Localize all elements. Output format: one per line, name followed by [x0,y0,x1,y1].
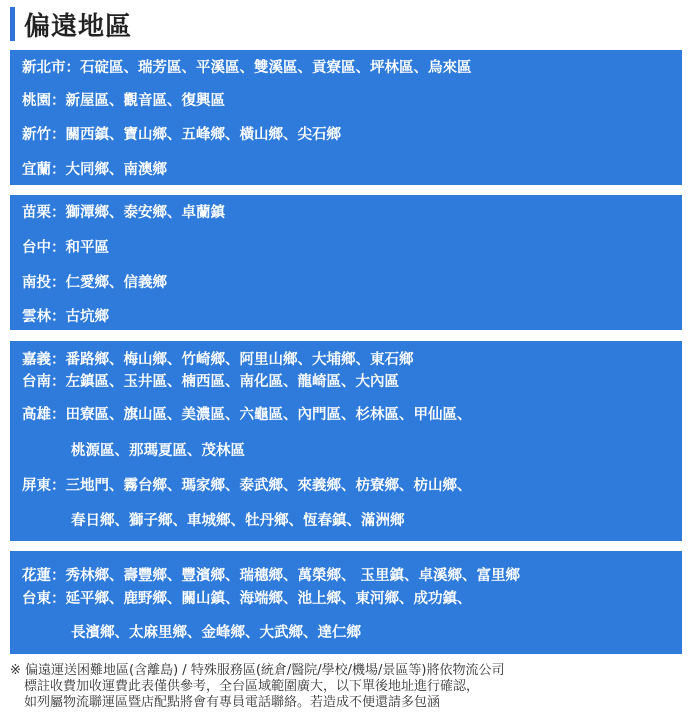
region-areas: 古坑鄉 [65,309,109,325]
region-separator: ： [51,478,66,494]
region-separator: ： [51,240,66,256]
region-separator: ： [51,568,66,584]
region-row-kaohsiung [22,405,472,425]
region-row-pingtung-cont [71,511,405,531]
region-separator: ： [51,309,66,325]
region-row-hsinchu [22,125,341,145]
region-areas: 三地門、霧台鄉、瑪家鄉、泰武鄉、來義鄉、枋寮鄉、枋山鄉、 [65,478,472,494]
region-areas: 石碇區、瑞芳區、平溪區、雙溪區、貢寮區、坪林區、烏來區 [80,60,472,76]
footnote [10,663,682,711]
region-areas: 春日鄉、獅子鄉、車城鄉、牡丹鄉、恆春鎮、滿洲鄉 [71,513,405,529]
region-areas: 長濱鄉、太麻里鄉、金峰鄉、大武鄉、達仁鄉 [71,625,361,641]
region-row-kaohsiung-cont [71,441,245,461]
region-label: 高雄 [22,407,51,423]
footnote-line: 如列屬物流聯運區暨店配點將會有專員電話聯絡。若造成不便還請多包涵 [24,695,441,710]
region-label: 桃園 [22,93,51,109]
region-row-xinbei [22,58,472,78]
region-label: 宜蘭 [22,162,51,178]
region-areas: 番路鄉、梅山鄉、竹崎鄉、阿里山鄉、大埔鄉、東石鄉 [65,352,414,368]
region-row-yilan [22,160,167,180]
region-row-tainan [22,372,399,392]
region-label: 台南 [22,374,51,390]
region-row-taitung-cont [71,623,361,643]
region-label: 南投 [22,275,51,291]
region-areas: 仁愛鄉、信義鄉 [65,275,167,291]
region-label: 花蓮 [22,568,51,584]
region-separator: ： [51,205,66,221]
region-label: 新竹 [22,127,51,143]
region-label: 台東 [22,591,51,607]
region-separator: ： [51,275,66,291]
region-areas: 新屋區、觀音區、復興區 [65,93,225,109]
region-areas: 延平鄉、鹿野鄉、關山鎮、海端鄉、池上鄉、東河鄉、成功鎮、 [65,591,472,607]
region-areas: 和平區 [65,240,109,256]
region-row-taitung [22,589,472,609]
region-block-central [10,195,682,330]
region-separator: ： [51,93,66,109]
region-separator: ： [51,162,66,178]
region-areas: 關西鎮、寶山鄉、五峰鄉、橫山鄉、尖石鄉 [65,127,341,143]
region-row-yunlin [22,307,109,327]
region-areas: 獅潭鄉、泰安鄉、卓蘭鎮 [65,205,225,221]
footnote-line: ※ 偏遠運送困難地區(含離島) / 特殊服務區(統倉/醫院/學校/機場/景區等)將依物流公司 [10,663,505,678]
region-areas: 田寮區、旗山區、美濃區、六龜區、內門區、杉林區、甲仙區、 [65,407,472,423]
region-areas: 秀林鄉、壽豐鄉、豐濱鄉、瑞穗鄉、萬榮鄉、 玉里鎮、卓溪鄉、富里鄉 [65,568,521,584]
region-block-north [10,50,682,185]
region-separator: ： [51,591,66,607]
region-separator: ： [51,407,66,423]
region-separator: ： [51,127,66,143]
region-row-hualien [22,566,520,586]
region-label: 嘉義 [22,352,51,368]
region-label: 屏東 [22,478,51,494]
footnote-line: 標註收費加收運費此表僅供參考，全台區域範圍廣大，以下單後地址進行確認， [24,679,480,694]
region-row-chiayi [22,350,414,370]
region-separator: ： [65,60,80,76]
region-label: 新北市 [22,60,66,76]
region-block-east [10,551,682,654]
page-title: 偏遠地區 [24,11,133,42]
region-label: 雲林 [22,309,51,325]
region-areas: 左鎮區、玉井區、楠西區、南化區、龍崎區、大內區 [65,374,399,390]
region-row-taoyuan [22,91,225,111]
region-label: 台中 [22,240,51,256]
region-areas: 桃源區、那瑪夏區、茂林區 [71,443,245,459]
section-header [10,6,132,42]
region-separator: ： [51,352,66,368]
region-label: 苗栗 [22,205,51,221]
region-row-taichung [22,238,109,258]
region-areas: 大同鄉、南澳鄉 [65,162,167,178]
region-row-nantou [22,273,167,293]
region-row-pingtung [22,476,472,496]
title-accent-bar [10,7,15,41]
region-block-south [10,341,682,541]
region-separator: ： [51,374,66,390]
region-row-miaoli [22,203,225,223]
